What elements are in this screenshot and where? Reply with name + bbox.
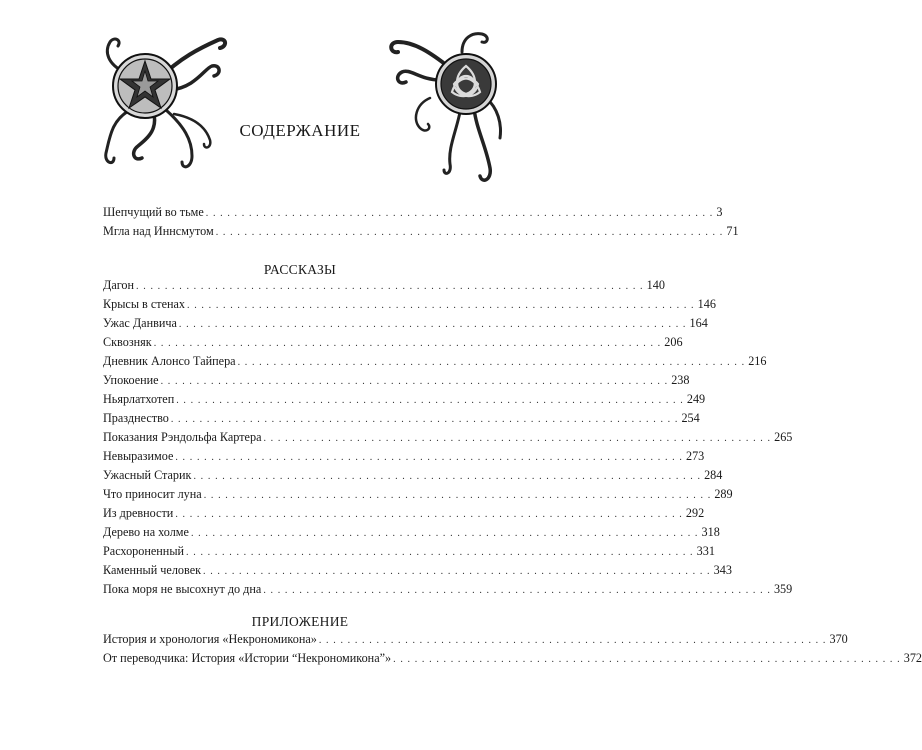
toc-entry-title: Из древности <box>103 506 174 520</box>
toc-entry-page: 254 <box>681 411 700 425</box>
toc-entry[interactable] <box>103 276 665 295</box>
toc-entry[interactable] <box>103 561 732 580</box>
toc-entry-title: Дневник Алонсо Тайпера <box>103 354 236 368</box>
toc-entry[interactable] <box>103 580 793 599</box>
toc-entry[interactable] <box>103 485 733 504</box>
triquetra-ornament <box>390 28 505 188</box>
toc-entry[interactable] <box>103 333 683 352</box>
toc-entry-title: Мгла над Иннсмутом <box>103 224 214 238</box>
toc-entry-page: 331 <box>696 544 715 558</box>
toc-dot-leader: . . . . . . . . . . . . . . . . . . . . . . . . . . . . . . . . . . . . . . . . . . . . . . . . . . . . . . . . . . . . . . . . . . . . . . . <box>153 338 662 349</box>
toc-entry[interactable] <box>103 409 700 428</box>
toc-entry[interactable] <box>103 630 848 649</box>
toc-dot-leader: . . . . . . . . . . . . . . . . . . . . . . . . . . . . . . . . . . . . . . . . . . . . . . . . . . . . . . . . . . . . . . . . . . . . . . . <box>178 319 687 330</box>
toc-dot-leader: . . . . . . . . . . . . . . . . . . . . . . . . . . . . . . . . . . . . . . . . . . . . . . . . . . . . . . . . . . . . . . . . . . . . . . . <box>190 528 699 539</box>
toc-entry-title: Упокоение <box>103 373 159 387</box>
toc-dot-leader: . . . . . . . . . . . . . . . . . . . . . . . . . . . . . . . . . . . . . . . . . . . . . . . . . . . . . . . . . . . . . . . . . . . . . . . <box>136 281 644 292</box>
toc-entry[interactable] <box>103 352 767 371</box>
toc-entry[interactable] <box>103 447 705 466</box>
toc-entry-title: Каменный человек <box>103 563 202 577</box>
toc-dot-leader: . . . . . . . . . . . . . . . . . . . . . . . . . . . . . . . . . . . . . . . . . . . . . . . . . . . . . . . . . . . . . . . . . . . . . . . <box>187 300 695 311</box>
toc-entry-page: 238 <box>671 373 690 387</box>
toc-entry-page: 206 <box>664 335 683 349</box>
toc-entry-title: История и хронология «Некрономикона» <box>103 632 317 646</box>
toc-entry-page: 249 <box>686 392 706 406</box>
toc-entry-title: Показания Рэндольфа Картера <box>103 430 262 444</box>
toc-dot-leader: . . . . . . . . . . . . . . . . . . . . . . . . . . . . . . . . . . . . . . . . . . . . . . . . . . . . . . . . . . . . . . . . . . . . . . . <box>193 471 702 482</box>
toc-entry-title: Празднество <box>103 411 169 425</box>
toc-entry[interactable] <box>103 371 690 390</box>
toc-entry[interactable] <box>103 523 720 542</box>
toc-entry[interactable] <box>103 295 716 314</box>
toc-entry[interactable] <box>103 314 708 333</box>
toc-dot-leader: . . . . . . . . . . . . . . . . . . . . . . . . . . . . . . . . . . . . . . . . . . . . . . . . . . . . . . . . . . . . . . . . . . . . . . . <box>215 227 724 238</box>
toc-entry[interactable] <box>103 222 739 241</box>
toc-entry[interactable] <box>103 428 793 447</box>
toc-entry-title: Расхороненный <box>103 544 185 558</box>
toc-dot-leader: . . . . . . . . . . . . . . . . . . . . . . . . . . . . . . . . . . . . . . . . . . . . . . . . . . . . . . . . . . . . . . . . . . . . . . . <box>393 654 901 665</box>
toc-entry-page: 265 <box>774 430 793 444</box>
toc-entry-page: 343 <box>713 563 732 577</box>
toc-entry-page: 289 <box>714 487 733 501</box>
toc-entry[interactable] <box>103 203 723 222</box>
toc-entry-page: 140 <box>646 278 665 292</box>
page-title: СОДЕРЖАНИЕ <box>239 121 361 140</box>
toc-dot-leader: . . . . . . . . . . . . . . . . . . . . . . . . . . . . . . . . . . . . . . . . . . . . . . . . . . . . . . . . . . . . . . . . . . . . . . . <box>203 566 711 577</box>
toc-entry-page: 216 <box>748 354 767 368</box>
toc-main-list <box>103 203 739 241</box>
toc-stories-list <box>103 276 793 599</box>
toc-entry-page: 284 <box>704 468 723 482</box>
toc-entry-page: 273 <box>685 449 705 463</box>
section-heading-appendix: ПРИЛОЖЕНИЕ <box>251 614 349 629</box>
toc-dot-leader: . . . . . . . . . . . . . . . . . . . . . . . . . . . . . . . . . . . . . . . . . . . . . . . . . . . . . . . . . . . . . . . . . . . . . . . <box>186 547 694 558</box>
toc-dot-leader: . . . . . . . . . . . . . . . . . . . . . . . . . . . . . . . . . . . . . . . . . . . . . . . . . . . . . . . . . . . . . . . . . . . . . . . <box>263 585 771 596</box>
toc-dot-leader: . . . . . . . . . . . . . . . . . . . . . . . . . . . . . . . . . . . . . . . . . . . . . . . . . . . . . . . . . . . . . . . . . . . . . . . <box>175 509 683 520</box>
toc-dot-leader: . . . . . . . . . . . . . . . . . . . . . . . . . . . . . . . . . . . . . . . . . . . . . . . . . . . . . . . . . . . . . . . . . . . . . . . <box>203 490 712 501</box>
toc-dot-leader: . . . . . . . . . . . . . . . . . . . . . . . . . . . . . . . . . . . . . . . . . . . . . . . . . . . . . . . . . . . . . . . . . . . . . . . <box>160 376 669 387</box>
toc-entry-title: Ужасный Старик <box>103 468 192 482</box>
toc-entry-page: 3 <box>716 205 723 219</box>
toc-entry-page: 71 <box>726 224 739 238</box>
section-heading-stories: РАССКАЗЫ <box>263 262 337 277</box>
toc-entry-title: Сквозняк <box>103 335 152 349</box>
toc-entry[interactable] <box>103 390 706 409</box>
toc-entry-page: 318 <box>701 525 720 539</box>
toc-dot-leader: . . . . . . . . . . . . . . . . . . . . . . . . . . . . . . . . . . . . . . . . . . . . . . . . . . . . . . . . . . . . . . . . . . . . . . . <box>176 395 684 406</box>
toc-entry[interactable] <box>103 649 922 668</box>
toc-entry-page: 372 <box>903 651 922 665</box>
toc-entry[interactable] <box>103 542 715 561</box>
toc-dot-leader: . . . . . . . . . . . . . . . . . . . . . . . . . . . . . . . . . . . . . . . . . . . . . . . . . . . . . . . . . . . . . . . . . . . . . . . <box>205 208 714 219</box>
toc-entry[interactable] <box>103 466 723 485</box>
toc-dot-leader: . . . . . . . . . . . . . . . . . . . . . . . . . . . . . . . . . . . . . . . . . . . . . . . . . . . . . . . . . . . . . . . . . . . . . . . <box>263 433 772 444</box>
toc-appendix-list <box>103 630 922 668</box>
toc-entry-page: 359 <box>773 582 793 596</box>
toc-entry-title: Ужас Данвича <box>103 316 177 330</box>
toc-entry-title: Невыразимое <box>103 449 174 463</box>
toc-entry-title: Дерево на холме <box>103 525 189 539</box>
toc-entry-page: 164 <box>689 316 708 330</box>
toc-entry-page: 146 <box>697 297 716 311</box>
toc-entry-title: Что приносит луна <box>103 487 202 501</box>
toc-entry-title: Пока моря не высохнут до дна <box>103 582 262 596</box>
toc-entry-title: Ньярлатхотеп <box>103 392 175 406</box>
toc-dot-leader: . . . . . . . . . . . . . . . . . . . . . . . . . . . . . . . . . . . . . . . . . . . . . . . . . . . . . . . . . . . . . . . . . . . . . . . <box>170 414 679 425</box>
toc-entry-title: Шепчущий во тьме <box>103 205 204 219</box>
toc-entry-title: Дагон <box>103 278 135 292</box>
toc-entry-title: От переводчика: История «Истории “Некрономикона”» <box>103 651 392 665</box>
toc-entry[interactable] <box>103 504 705 523</box>
toc-dot-leader: . . . . . . . . . . . . . . . . . . . . . . . . . . . . . . . . . . . . . . . . . . . . . . . . . . . . . . . . . . . . . . . . . . . . . . . <box>237 357 746 368</box>
toc-entry-page: 292 <box>685 506 705 520</box>
pentagram-ornament <box>100 28 230 178</box>
toc-dot-leader: . . . . . . . . . . . . . . . . . . . . . . . . . . . . . . . . . . . . . . . . . . . . . . . . . . . . . . . . . . . . . . . . . . . . . . . <box>175 452 683 463</box>
toc-dot-leader: . . . . . . . . . . . . . . . . . . . . . . . . . . . . . . . . . . . . . . . . . . . . . . . . . . . . . . . . . . . . . . . . . . . . . . . <box>318 635 827 646</box>
toc-entry-title: Крысы в стенах <box>103 297 186 311</box>
toc-entry-page: 370 <box>829 632 848 646</box>
